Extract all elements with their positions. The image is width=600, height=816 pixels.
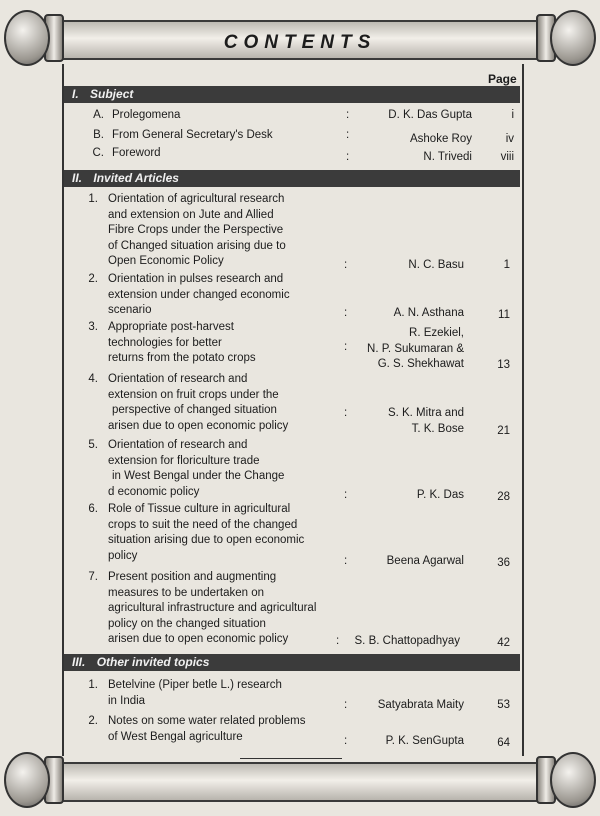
section-title: Invited Articles xyxy=(93,171,179,185)
section-header-subject xyxy=(64,86,520,103)
section-title: Subject xyxy=(90,87,134,101)
entry-title-line: in India xyxy=(108,694,146,707)
entry-page: 53 xyxy=(497,699,510,711)
entry-number: 6. xyxy=(88,503,98,515)
entry-title-line: crops to suit the need of the changed xyxy=(108,518,298,531)
entry-number: 5. xyxy=(88,439,98,451)
entry-author: D. K. Das Gupta xyxy=(388,109,472,121)
entry-title-line: policy xyxy=(108,549,138,562)
entry-page: 13 xyxy=(497,359,510,371)
toc-entry xyxy=(0,146,600,161)
entry-title-line: extension for floriculture trade xyxy=(108,454,260,467)
entry-number: B. xyxy=(93,129,104,141)
entry-title-line: perspective of changed situation xyxy=(112,404,277,417)
entry-title-line: Orientation of research and xyxy=(108,373,248,385)
separator: : xyxy=(346,109,350,121)
entry-number: 4. xyxy=(88,373,98,385)
entry-title-line: Betelvine (Piper betle L.) research xyxy=(108,679,282,691)
entry-title-line: Orientation in pulses research and xyxy=(108,273,284,285)
entry-page: 36 xyxy=(497,557,510,569)
toc-entry xyxy=(0,108,600,123)
section-number: III. xyxy=(72,655,86,669)
separator: : xyxy=(344,341,348,353)
separator: : xyxy=(344,735,348,747)
entry-title-line: extension under changed economic xyxy=(108,288,290,301)
entry-page: iv xyxy=(505,133,514,145)
separator: : xyxy=(344,555,348,567)
toc-entry xyxy=(0,128,600,143)
entry-title-line: scenario xyxy=(108,304,152,317)
entry-author: T. K. Bose xyxy=(411,422,464,435)
separator: : xyxy=(344,407,348,419)
entry-page: 28 xyxy=(497,491,510,503)
entry-author: G. S. Shekhawat xyxy=(377,358,464,371)
section-header-other-topics xyxy=(64,654,520,671)
entry-title-line: Fibre Crops under the Perspective xyxy=(108,224,284,237)
separator: : xyxy=(346,129,350,141)
entry-number: 7. xyxy=(88,571,98,583)
entry-author: A. N. Asthana xyxy=(393,307,464,319)
separator: : xyxy=(346,151,350,163)
entry-title-line: of West Bengal agriculture xyxy=(108,730,243,743)
entry-title-line: Notes on some water related problems xyxy=(108,715,306,727)
entry-author: S. B. Chattopadhyay xyxy=(354,635,460,647)
entry-number: A. xyxy=(93,109,104,121)
entry-number: 1. xyxy=(88,193,98,205)
entry-title-line: Appropriate post-harvest xyxy=(108,321,234,333)
entry-page: 64 xyxy=(497,737,510,749)
entry-title-line: Open Economic Policy xyxy=(108,255,224,268)
entry-number: 2. xyxy=(88,715,98,727)
entry-title-line: returns from the potato crops xyxy=(108,352,256,365)
section-number: I. xyxy=(72,87,79,101)
section-number: II. xyxy=(72,171,83,185)
entry-title-line: technologies for better xyxy=(108,336,222,349)
entry-page: 42 xyxy=(497,637,510,649)
entry-title-line: d economic policy xyxy=(108,485,200,498)
entry-title-line: of Changed situation arising due to xyxy=(108,239,286,252)
entry-page: 21 xyxy=(497,425,510,437)
entry-author: N. C. Basu xyxy=(408,259,464,271)
entry-page: viii xyxy=(500,151,514,163)
entry-number: 3. xyxy=(88,321,98,333)
entry-number: C. xyxy=(92,147,104,159)
entry-title-line: policy on the changed situation xyxy=(108,617,266,630)
entry-author: N. P. Sukumaran & xyxy=(367,342,464,355)
section-title: Other invited topics xyxy=(96,655,210,669)
entry-title-line: agricultural infrastructure and agricultural xyxy=(108,602,317,615)
separator: : xyxy=(344,259,348,271)
section-header-invited-articles xyxy=(64,170,520,187)
entry-title-line: and extension on Jute and Allied xyxy=(108,208,274,221)
entry-title-line: in West Bengal under the Change xyxy=(112,470,285,483)
entry-page: i xyxy=(511,109,514,121)
entry-author: N. Trivedi xyxy=(423,151,472,163)
entry-title-line: Present position and augmenting xyxy=(108,571,277,583)
page-title: CONTENTS xyxy=(223,32,377,53)
scroll-bottom-ornament xyxy=(0,752,600,808)
entry-number: 2. xyxy=(88,273,98,285)
entry-title-line: situation arising due to open economic xyxy=(108,534,305,547)
entry-number: 1. xyxy=(88,679,98,691)
entry-title-line: measures to be undertaken on xyxy=(108,586,264,599)
entry-title-line: arisen due to open economic policy xyxy=(108,419,289,432)
entry-author: R. Ezekiel, xyxy=(409,327,464,339)
entry-title-line: extension on fruit crops under the xyxy=(108,388,279,401)
entry-title: Foreword xyxy=(112,147,161,159)
entry-page: 11 xyxy=(498,309,510,321)
entry-author: P. K. Das xyxy=(416,489,464,501)
entry-author: Ashoke Roy xyxy=(409,133,472,145)
entry-author: Beena Agarwal xyxy=(386,555,464,567)
entry-author: S. K. Mitra and xyxy=(387,407,464,419)
entry-title-line: Orientation of agricultural research xyxy=(108,193,285,205)
entry-author: Satyabrata Maity xyxy=(377,699,464,711)
separator: : xyxy=(344,307,348,319)
entry-title: From General Secretary's Desk xyxy=(112,129,273,141)
entry-author: P. K. SenGupta xyxy=(385,735,464,747)
entry-title-line: Orientation of research and xyxy=(108,439,248,451)
entry-page: 1 xyxy=(503,259,510,271)
separator: : xyxy=(336,635,340,647)
separator: : xyxy=(344,489,348,501)
separator: : xyxy=(344,699,348,711)
entry-title-line: Role of Tissue culture in agricultural xyxy=(108,503,291,515)
page-column-header: Page xyxy=(488,72,517,86)
entry-title-line: arisen due to open economic policy xyxy=(108,633,289,646)
entry-title: Prolegomena xyxy=(112,109,181,121)
